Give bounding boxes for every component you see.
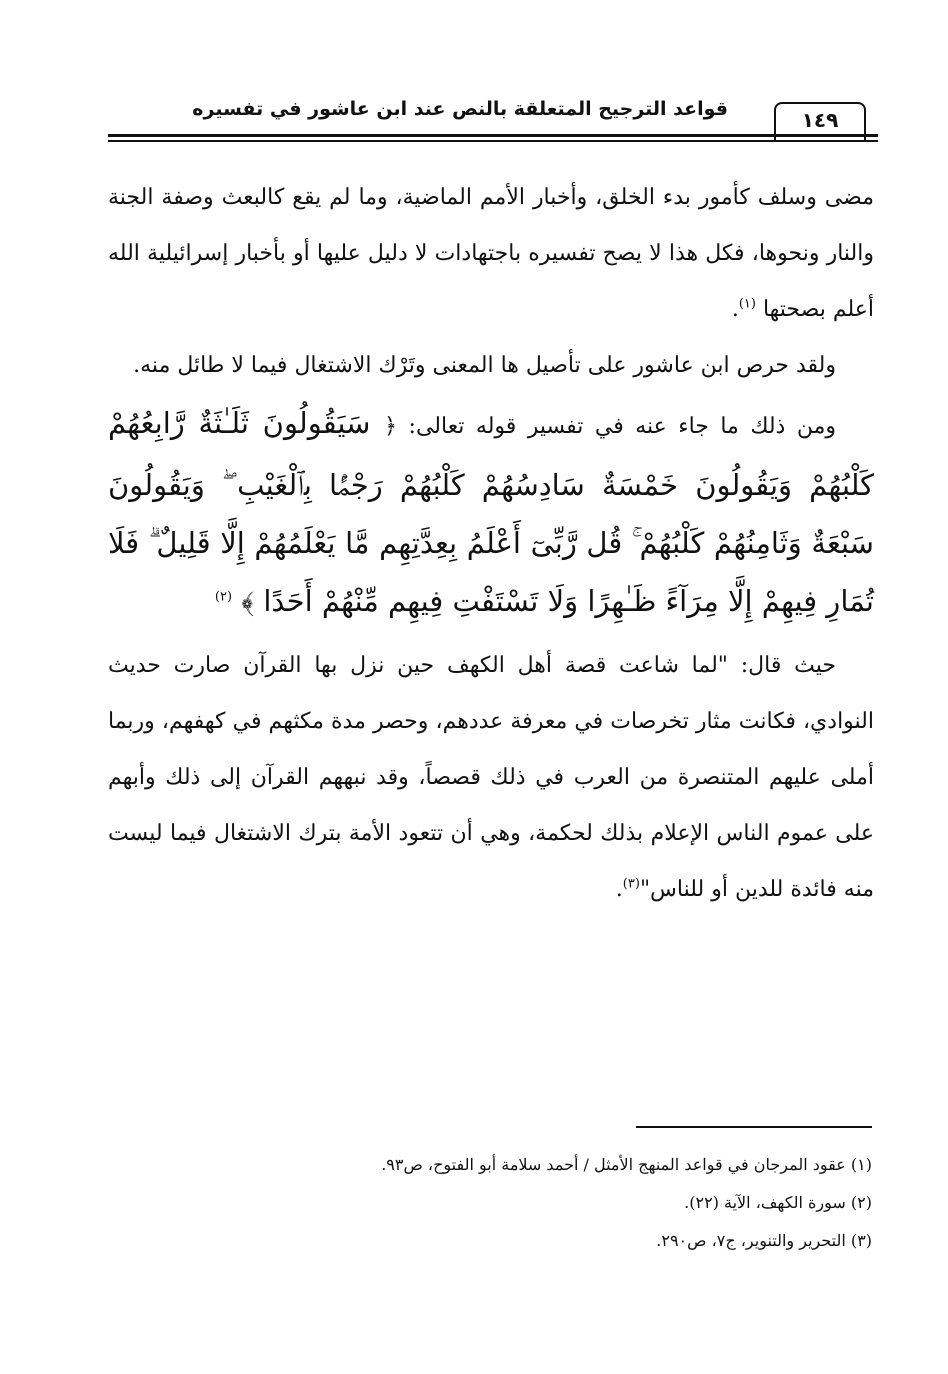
quran-close-bracket: ﴾ [241, 584, 255, 618]
paragraph-1-end: . [731, 297, 739, 322]
footnote-separator [636, 1126, 872, 1128]
paragraph-1 [108, 170, 874, 338]
footnotes [272, 1146, 872, 1260]
page-header [108, 92, 878, 152]
running-title: قواعد الترجيح المتعلقة بالنص عند ابن عاشور في تفسيره [192, 98, 728, 120]
footnote-ref-2: (٢) [214, 589, 233, 605]
footnote-1: (١) عقود المرجان في قواعد المنهج الأمثل / أحمد سلامة أبو الفتوح، ص٩٣. [381, 1155, 872, 1174]
footnote-ref-1: (١) [738, 296, 756, 312]
header-rule-thin [108, 140, 878, 142]
paragraph-1-text: مضى وسلف كأمور بدء الخلق، وأخبار الأمم الماضية، وما لم يقع كالبعث وصفة الجنة والنار ونحوها، فكل هذا لا يصح تفسيره باجتهادات لا دليل عليها أو بأخبار إسرائيلية الله أعلم بصحتها [108, 185, 874, 322]
main-text [108, 170, 874, 918]
paragraph-4-end: . [615, 877, 623, 902]
footnote-ref-3: (٣) [622, 876, 640, 892]
quran-verse: سَيَقُولُونَ ثَلَـٰثَةٌ رَّابِعُهُمْ كَلْبُهُمْ وَيَقُولُونَ خَمْسَةٌ سَادِسُهُمْ كَلْبُهُمْ رَجْمًۢا بِٱلْغَيْبِ ۖ وَيَقُولُونَ سَبْعَةٌ وَثَامِنُهُمْ كَلْبُهُمْ ۚ قُل رَّبِّىٓ أَعْلَمُ بِعِدَّتِهِم مَّا يَعْلَمُهُمْ إِلَّا قَلِيلٌ ۗ فَلَا تُمَارِ فِيهِمْ إِلَّا مِرَآءً ظَـٰهِرًا وَلَا تَسْتَفْتِ فِيهِم مِّنْهُمْ أَحَدًا [108, 406, 874, 618]
quote-intro: ومن ذلك ما جاء عنه في تفسير قوله تعالى: ﴿ [384, 414, 836, 439]
paragraph-2: ولقد حرص ابن عاشور على تأصيل ها المعنى وتَرْك الاشتغال فيما لا طائل منه. [133, 353, 836, 378]
paragraph-4-text: حيث قال: "لما شاعت قصة أهل الكهف حين نزل بها القرآن صارت حديث النوادي، فكانت مثار تخرصات في معرفة عددهم، وحصر مدة مكثهم في كهفهم، وربما أملى عليهم المتنصرة من العرب في ذلك قصصاً، وقد نبههم القرآن إلى ذلك وأبهم على عموم الناس الإعلام بذلك لحكمة، وهي أن تتعود الأمة بترك الاشتغال فيما ليست منه فائدة للدين أو للناس" [108, 653, 874, 902]
footnote-2: (٢) سورة الكهف، الآية (٢٢). [684, 1193, 872, 1212]
footnote-3: (٣) التحرير والتنوير، ج٧، ص٢٩٠. [656, 1231, 872, 1250]
page-number: ١٤٩ [774, 102, 866, 140]
paragraph-3 [108, 394, 874, 630]
paragraph-4 [108, 638, 874, 918]
header-rule-thick [108, 134, 878, 137]
